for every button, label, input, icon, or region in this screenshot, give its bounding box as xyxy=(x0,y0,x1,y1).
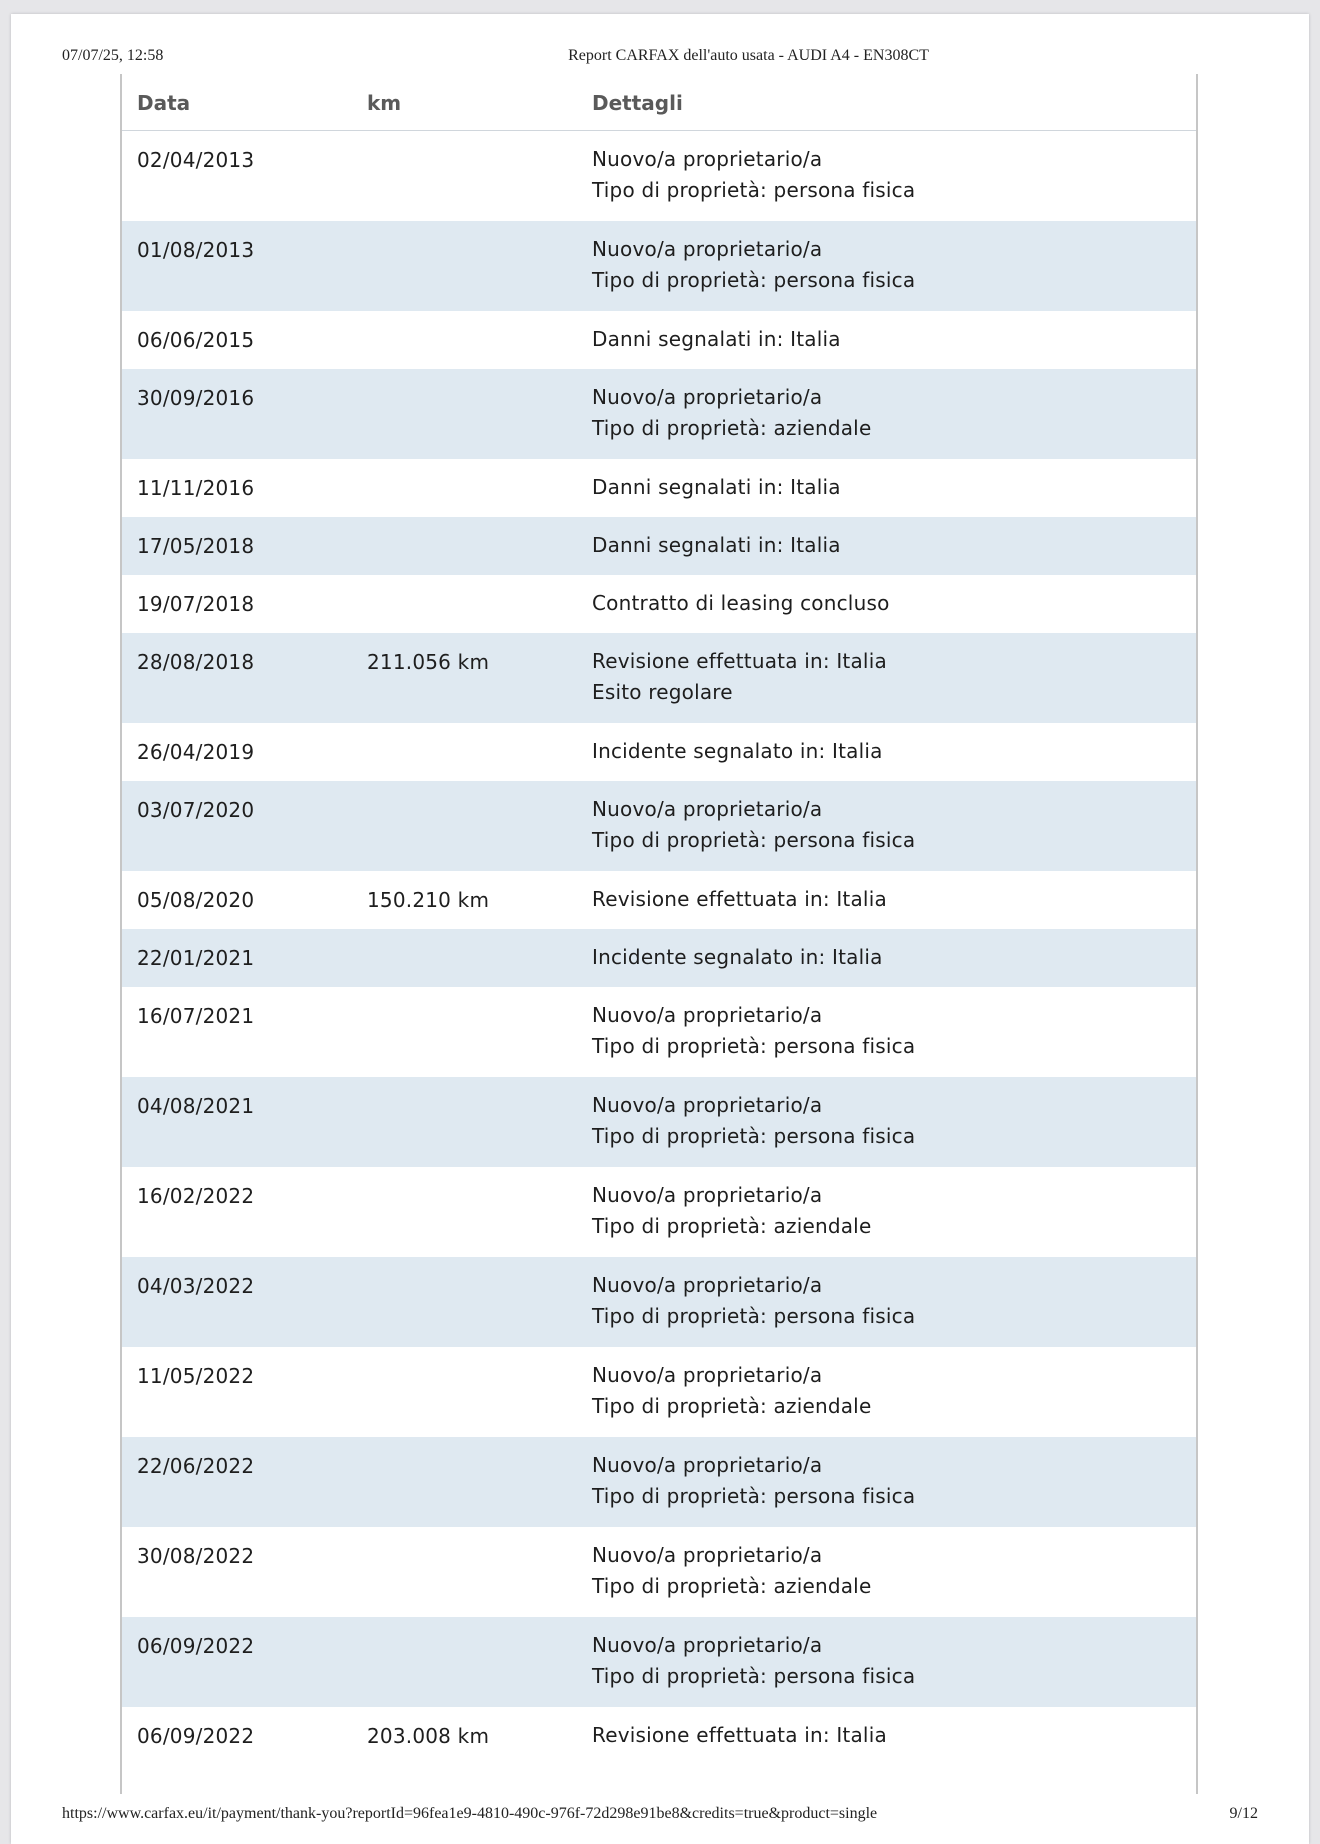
row-details-line: Nuovo/a proprietario/a xyxy=(592,1003,823,1027)
row-details xyxy=(592,1540,871,1602)
table-row xyxy=(122,517,1196,575)
row-details-line: Nuovo/a proprietario/a xyxy=(592,237,823,261)
table-row xyxy=(122,781,1196,871)
row-details xyxy=(592,472,841,503)
row-details-line: Nuovo/a proprietario/a xyxy=(592,1633,823,1657)
row-date: 11/05/2022 xyxy=(137,1364,255,1388)
row-date: 11/11/2016 xyxy=(137,476,255,500)
table-row xyxy=(122,929,1196,987)
row-details xyxy=(592,234,915,296)
table-row xyxy=(122,723,1196,781)
row-date: 30/09/2016 xyxy=(137,386,255,410)
row-date: 16/02/2022 xyxy=(137,1184,255,1208)
row-details xyxy=(592,736,883,767)
row-date: 16/07/2021 xyxy=(137,1004,255,1028)
table-row xyxy=(122,1347,1196,1437)
row-details-line: Danni segnalati in: Italia xyxy=(592,327,841,351)
row-km: 150.210 km xyxy=(367,888,490,912)
row-details-line: Tipo di proprietà: persona fisica xyxy=(592,268,916,292)
row-date: 04/08/2021 xyxy=(137,1094,255,1118)
row-details-line: Revisione effettuata in: Italia xyxy=(592,887,887,911)
row-details xyxy=(592,1180,871,1242)
row-details-line: Tipo di proprietà: persona fisica xyxy=(592,1484,916,1508)
row-details-line: Tipo di proprietà: persona fisica xyxy=(592,1664,916,1688)
row-date: 06/06/2015 xyxy=(137,328,255,352)
row-date: 28/08/2018 xyxy=(137,650,255,674)
row-details-line: Nuovo/a proprietario/a xyxy=(592,1453,823,1477)
table-row xyxy=(122,1707,1196,1765)
print-url: https://www.carfax.eu/it/payment/thank-you?reportId=96fea1e9-4810-490c-976f-72d298e91be8&credits=true&product=single xyxy=(62,1805,878,1822)
print-title: Report CARFAX dell'auto usata - AUDI A4 - EN308CT xyxy=(568,47,929,64)
table-row xyxy=(122,1257,1196,1347)
header-details: Dettagli xyxy=(592,91,683,115)
row-date: 30/08/2022 xyxy=(137,1544,255,1568)
row-details xyxy=(592,1270,915,1332)
row-date: 05/08/2020 xyxy=(137,888,255,912)
row-details-line: Incidente segnalato in: Italia xyxy=(592,945,883,969)
row-details xyxy=(592,382,871,444)
row-details-line: Contratto di leasing concluso xyxy=(592,591,890,615)
row-details xyxy=(592,646,887,708)
row-details-line: Tipo di proprietà: aziendale xyxy=(592,1214,872,1238)
table-row xyxy=(122,1437,1196,1527)
row-km: 203.008 km xyxy=(367,1724,490,1748)
row-date: 06/09/2022 xyxy=(137,1724,255,1748)
row-details-line: Incidente segnalato in: Italia xyxy=(592,739,883,763)
row-date: 02/04/2013 xyxy=(137,148,255,172)
table-header xyxy=(122,74,1196,131)
row-date: 01/08/2013 xyxy=(137,238,255,262)
print-datetime: 07/07/25, 12:58 xyxy=(62,47,164,64)
row-date: 22/01/2021 xyxy=(137,946,255,970)
row-details-line: Tipo di proprietà: persona fisica xyxy=(592,1034,916,1058)
row-details-line: Danni segnalati in: Italia xyxy=(592,475,841,499)
table-row xyxy=(122,1167,1196,1257)
row-details-line: Nuovo/a proprietario/a xyxy=(592,1273,823,1297)
row-details-line: Revisione effettuata in: Italia xyxy=(592,649,887,673)
row-details xyxy=(592,884,887,915)
row-details xyxy=(592,942,883,973)
row-date: 04/03/2022 xyxy=(137,1274,255,1298)
table-row xyxy=(122,575,1196,633)
table-body xyxy=(122,131,1196,1765)
table-row xyxy=(122,369,1196,459)
row-details-line: Tipo di proprietà: aziendale xyxy=(592,1394,872,1418)
row-details xyxy=(592,1720,887,1751)
table-row xyxy=(122,221,1196,311)
row-details-line: Nuovo/a proprietario/a xyxy=(592,1183,823,1207)
row-details xyxy=(592,1090,915,1152)
row-details xyxy=(592,1630,915,1692)
row-date: 22/06/2022 xyxy=(137,1454,255,1478)
table-row xyxy=(122,1077,1196,1167)
row-details xyxy=(592,588,890,619)
table-row xyxy=(122,311,1196,369)
row-details-line: Tipo di proprietà: aziendale xyxy=(592,416,872,440)
row-details-line: Tipo di proprietà: persona fisica xyxy=(592,1124,916,1148)
row-details-line: Nuovo/a proprietario/a xyxy=(592,1363,823,1387)
row-date: 03/07/2020 xyxy=(137,798,255,822)
row-details-line: Tipo di proprietà: persona fisica xyxy=(592,828,916,852)
row-details-line: Tipo di proprietà: persona fisica xyxy=(592,1304,916,1328)
row-details xyxy=(592,1000,915,1062)
table-row xyxy=(122,1527,1196,1617)
row-date: 17/05/2018 xyxy=(137,534,255,558)
row-details xyxy=(592,1450,915,1512)
header-km: km xyxy=(367,91,402,115)
header-date: Data xyxy=(137,91,191,115)
row-date: 06/09/2022 xyxy=(137,1634,255,1658)
row-date: 19/07/2018 xyxy=(137,592,255,616)
row-details-line: Nuovo/a proprietario/a xyxy=(592,147,823,171)
row-details-line: Revisione effettuata in: Italia xyxy=(592,1723,887,1747)
row-details-line: Nuovo/a proprietario/a xyxy=(592,385,823,409)
row-details-line: Tipo di proprietà: aziendale xyxy=(592,1574,872,1598)
row-details-line: Danni segnalati in: Italia xyxy=(592,533,841,557)
row-date: 26/04/2019 xyxy=(137,740,255,764)
row-details xyxy=(592,324,841,355)
row-details-line: Nuovo/a proprietario/a xyxy=(592,1093,823,1117)
row-details-line: Tipo di proprietà: persona fisica xyxy=(592,178,916,202)
row-details-line: Nuovo/a proprietario/a xyxy=(592,1543,823,1567)
row-details xyxy=(592,144,915,206)
table-row xyxy=(122,131,1196,221)
table-row xyxy=(122,987,1196,1077)
row-details-line: Esito regolare xyxy=(592,680,733,704)
row-details xyxy=(592,794,915,856)
row-details xyxy=(592,1360,871,1422)
print-page-number: 9/12 xyxy=(1229,1805,1258,1822)
table-frame-right xyxy=(1196,74,1198,1794)
row-km: 211.056 km xyxy=(367,650,490,674)
table-row xyxy=(122,459,1196,517)
table-row xyxy=(122,871,1196,929)
vehicle-history-table xyxy=(122,74,1196,1765)
table-row xyxy=(122,633,1196,723)
row-details-line: Nuovo/a proprietario/a xyxy=(592,797,823,821)
table-row xyxy=(122,1617,1196,1707)
row-details xyxy=(592,530,841,561)
